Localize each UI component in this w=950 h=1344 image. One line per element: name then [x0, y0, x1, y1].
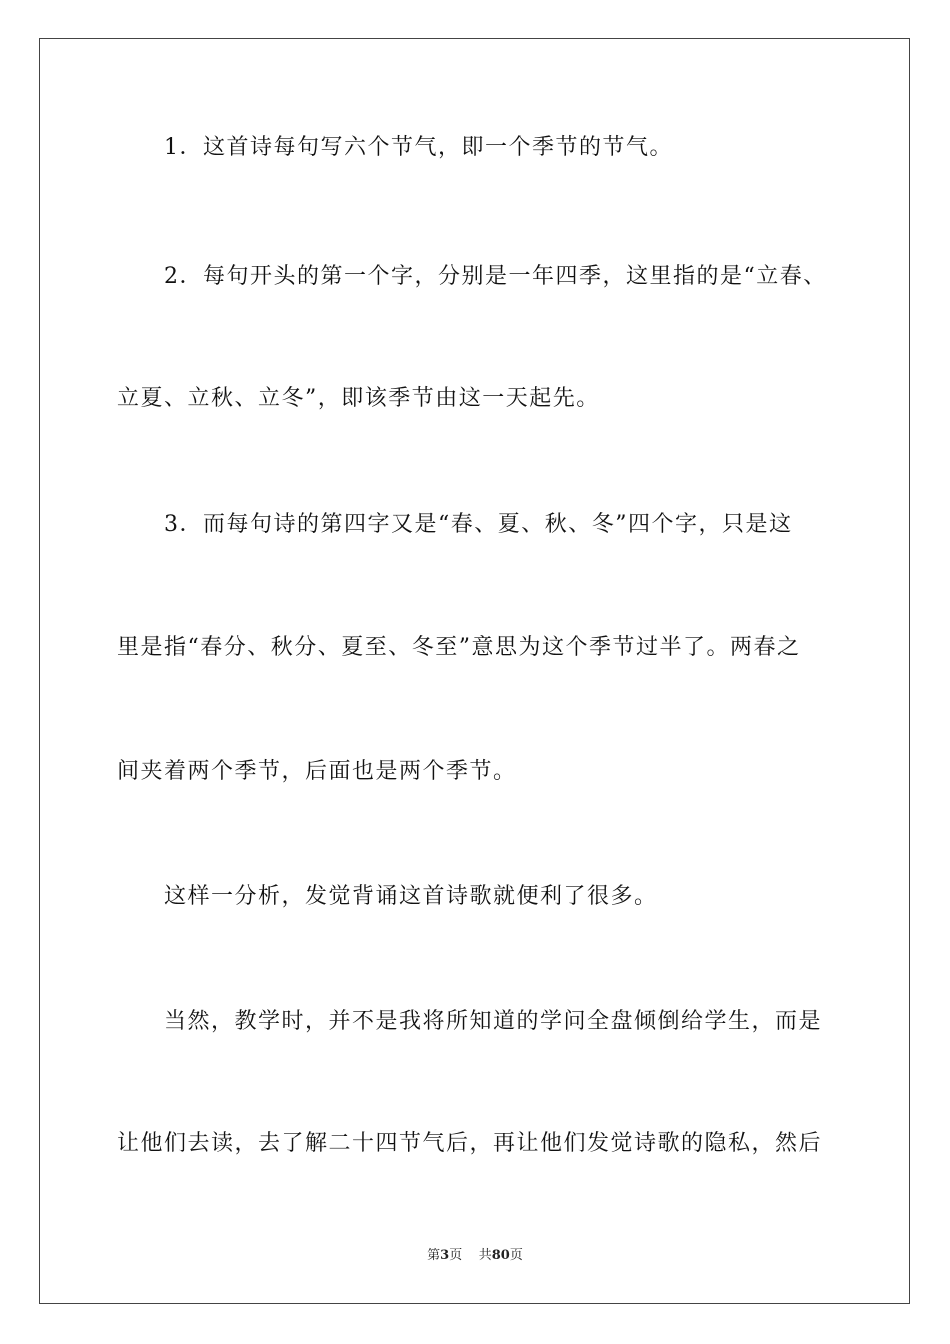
paragraph-line-2: 2．每句开头的第一个字，分别是一年四季，这里指的是“立春、 — [164, 264, 827, 289]
total-prefix: 共 — [478, 1248, 492, 1263]
page-footer — [0, 1247, 950, 1265]
page-number: 3 — [440, 1248, 450, 1263]
page-prefix: 第 — [427, 1248, 441, 1263]
paragraph-line-5: 里是指“春分、秋分、夏至、冬至”意思为这个季节过半了。两春之 — [117, 635, 801, 660]
paragraph-line-1: 1．这首诗每句写六个节气，即一个季节的节气。 — [164, 135, 673, 160]
page-border — [39, 38, 910, 1304]
paragraph-line-7: 这样一分析，发觉背诵这首诗歌就便利了很多。 — [164, 884, 658, 909]
total-pages: 80 — [491, 1248, 510, 1263]
paragraph-line-9: 让他们去读，去了解二十四节气后，再让他们发觉诗歌的隐私，然后 — [117, 1131, 823, 1156]
paragraph-line-8: 当然，教学时，并不是我将所知道的学问全盘倾倒给学生，而是 — [164, 1009, 823, 1034]
paragraph-line-3: 立夏、立秋、立冬”，即该季节由这一天起先。 — [117, 386, 600, 411]
total-suffix: 页 — [509, 1248, 523, 1263]
page-suffix: 页 — [449, 1248, 463, 1263]
paragraph-line-4: 3．而每句诗的第四字又是“春、夏、秋、冬”四个字，只是这 — [164, 512, 793, 537]
paragraph-line-6: 间夹着两个季节，后面也是两个季节。 — [117, 759, 517, 784]
